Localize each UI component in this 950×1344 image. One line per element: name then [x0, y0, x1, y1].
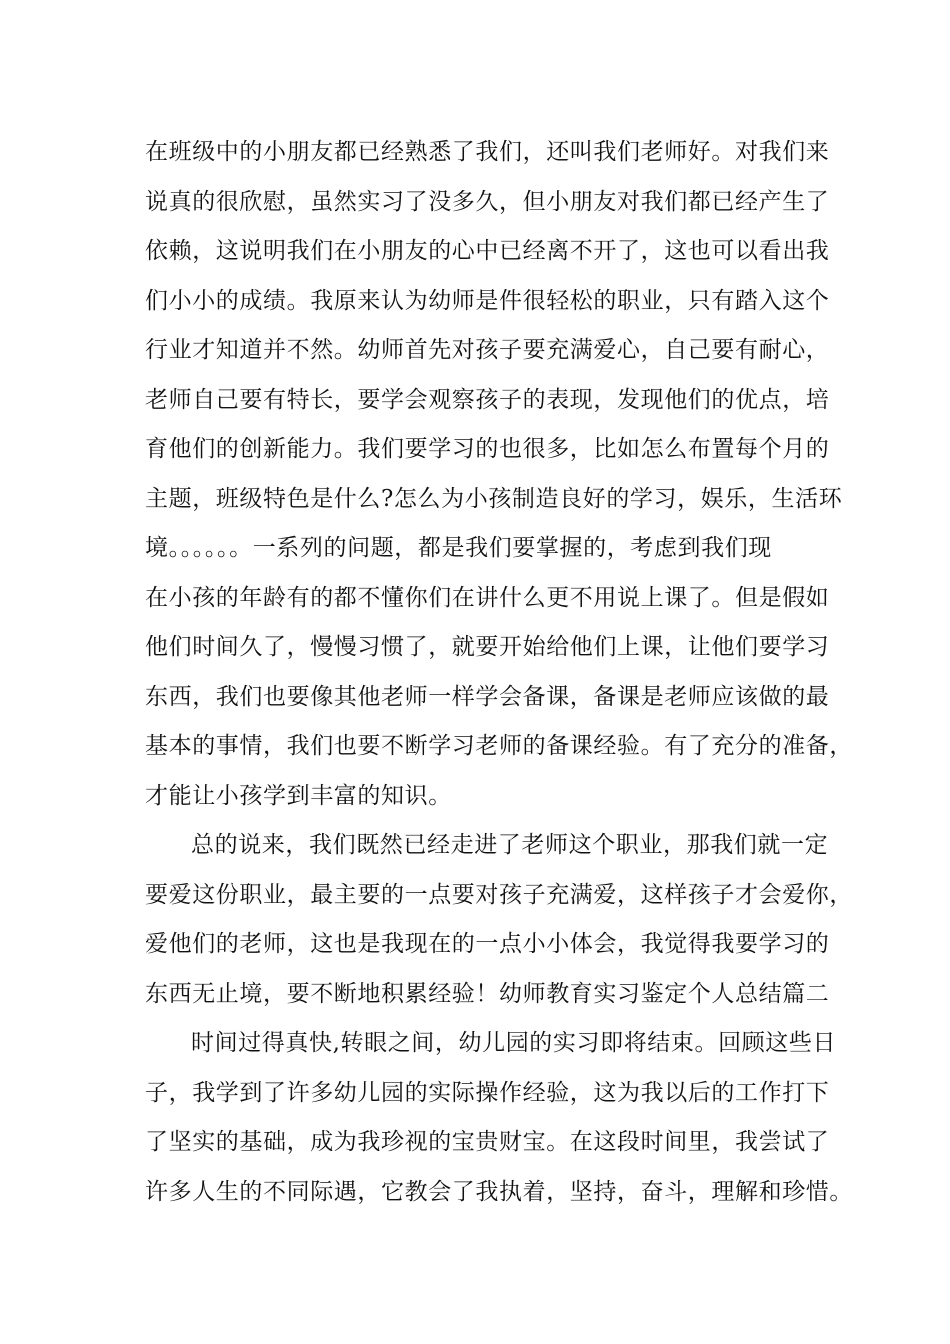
text-line-13: 基本的事情，我们也要不断学习老师的备课经验。有了充分的准备，: [145, 733, 853, 759]
text-line-19: 时间过得真快,转眼之间，幼儿园的实习即将结束。回顾这些日: [191, 1030, 837, 1056]
text-line-4: 们小小的成绩。我原来认为幼师是件很轻松的职业，只有踏入这个: [145, 287, 830, 314]
text-line-6: 老师自己要有特长，要学会观察孩子的表现，发现他们的优点，培: [145, 386, 830, 413]
text-line-8: 主题，班级特色是什么?怎么为小孩制造良好的学习，娱乐，生活环: [145, 485, 843, 512]
text-line-12: 东西，我们也要像其他老师一样学会备课，备课是老师应该做的最: [145, 683, 830, 710]
text-line-3: 依赖，这说明我们在小朋友的心中已经离不开了，这也可以看出我: [145, 238, 830, 264]
text-line-16: 要爱这份职业，最主要的一点要对孩子充满爱，这样孩子才会爱你，: [145, 881, 853, 908]
text-line-9: 境。。。。。。一系列的问题，都是我们要掌握的，考虑到我们现: [145, 535, 772, 561]
text-line-7: 育他们的创新能力。我们要学习的也很多，比如怎么布置每个月的: [145, 436, 830, 462]
text-line-15: 总的说来，我们既然已经走进了老师这个职业，那我们就一定: [191, 832, 829, 858]
text-line-11: 他们时间久了，慢慢习惯了，就要开始给他们上课，让他们要学习: [145, 634, 830, 660]
text-line-17: 爱他们的老师，这也是我现在的一点小小体会，我觉得我要学习的: [145, 931, 830, 957]
text-line-5: 行业才知道并不然。幼师首先对孩子要充满爱心，自己要有耐心，: [145, 337, 830, 363]
text-line-20: 子，我学到了许多幼儿园的实际操作经验，这为我以后的工作打下: [145, 1079, 830, 1106]
text-line-14: 才能让小孩学到丰富的知识。: [145, 782, 452, 809]
text-line-10: 在小孩的年龄有的都不懂你们在讲什么更不用说上课了。但是假如: [145, 584, 830, 611]
document-body-text: [145, 128, 853, 1217]
text-line-18: 东西无止境，要不断地积累经验！幼师教育实习鉴定个人总结篇二: [145, 980, 830, 1007]
text-line-21: 了坚实的基础，成为我珍视的宝贵财宝。在这段时间里，我尝试了: [145, 1129, 830, 1155]
text-line-2: 说真的很欣慰，虽然实习了没多久，但小朋友对我们都已经产生了: [145, 188, 830, 215]
text-line-1: 在班级中的小朋友都已经熟悉了我们，还叫我们老师好。对我们来: [145, 139, 830, 165]
text-line-22: 许多人生的不同际遇，它教会了我执着，坚持，奋斗，理解和珍惜。: [145, 1178, 853, 1205]
